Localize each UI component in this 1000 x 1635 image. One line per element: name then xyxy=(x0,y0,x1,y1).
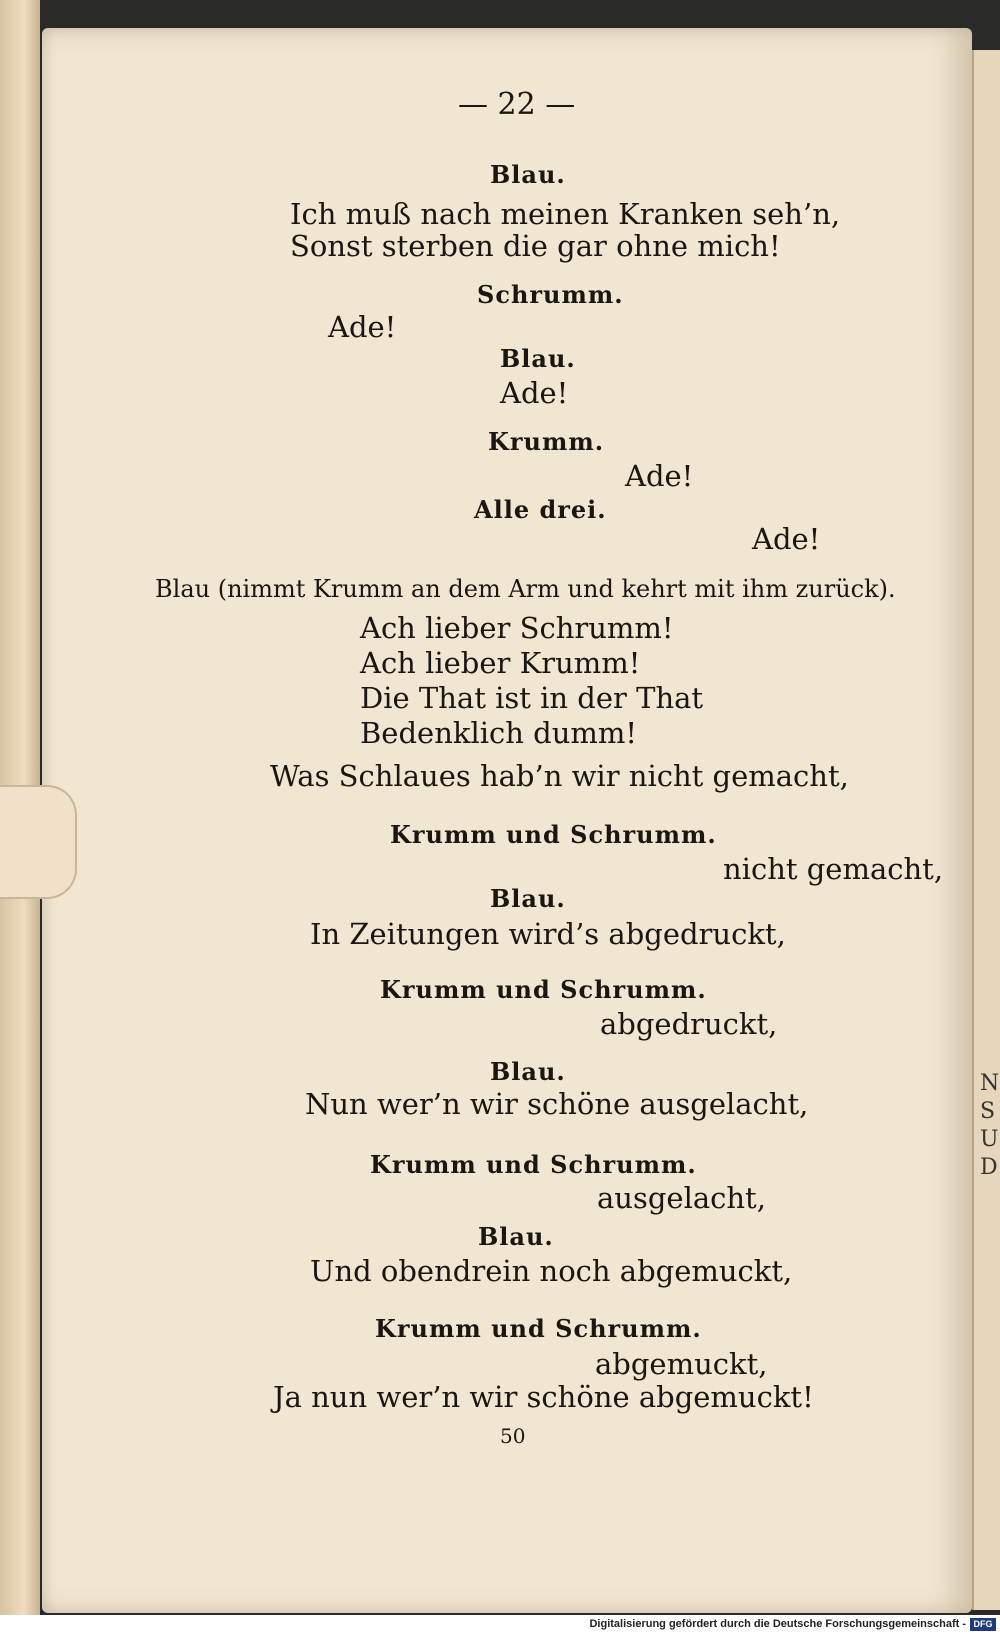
footer-page-number: 50 xyxy=(500,1424,526,1448)
verse-line: Ade! xyxy=(500,376,569,410)
speaker-label: Krumm und Schrumm. xyxy=(380,975,707,1004)
speaker-label: Krumm und Schrumm. xyxy=(370,1150,697,1179)
speaker-label: Blau. xyxy=(478,1222,554,1251)
verse-line: Ich muß nach meinen Kranken seh’n, xyxy=(290,197,841,231)
page-marker-tab xyxy=(0,785,77,899)
speaker-label: Blau. xyxy=(500,344,576,373)
speaker-label: Blau. xyxy=(490,1057,566,1086)
verse-line: Ja nun wer’n wir schöne abgemuckt! xyxy=(273,1380,814,1414)
stage-direction: Blau (nimmt Krumm an dem Arm und kehrt mit ihm zurück). xyxy=(155,575,896,603)
verse-line: Ach lieber Schrumm! xyxy=(360,611,674,645)
speaker-label: Blau. xyxy=(490,160,566,189)
right-page-glyphs xyxy=(980,1070,1000,1182)
verse-line: Ade! xyxy=(752,522,821,556)
speaker-label: Krumm. xyxy=(488,427,605,456)
verse-line: Ach lieber Krumm! xyxy=(360,646,641,680)
verse-line: Ade! xyxy=(625,459,694,493)
speaker-label: Krumm und Schrumm. xyxy=(375,1314,702,1343)
verse-line: In Zeitungen wird’s abgedruckt, xyxy=(310,917,786,951)
speaker-label: Alle drei. xyxy=(474,495,607,524)
digitization-credit: Digitalisierung gefördert durch die Deutsche Forschungsgemeinschaft - xyxy=(589,1618,966,1630)
right-glyph: U xyxy=(980,1127,999,1152)
verse-line: abgemuckt, xyxy=(595,1347,768,1381)
speaker-label: Blau. xyxy=(490,884,566,913)
dfg-logo: DFG xyxy=(970,1618,996,1631)
right-page-edge xyxy=(972,50,1000,1610)
verse-line: abgedruckt, xyxy=(600,1007,778,1041)
page-header: — 22 — xyxy=(458,87,576,122)
verse-line: Und obendrein noch abgemuckt, xyxy=(310,1254,793,1288)
verse-line: Nun wer’n wir schöne ausgelacht, xyxy=(305,1087,809,1121)
right-glyph: D xyxy=(980,1155,998,1180)
verse-line: Ade! xyxy=(328,310,397,344)
speaker-label: Krumm und Schrumm. xyxy=(390,820,717,849)
verse-line: Die That ist in der That xyxy=(360,681,704,715)
verse-line: Sonst sterben die gar ohne mich! xyxy=(290,229,781,263)
verse-line: ausgelacht, xyxy=(597,1181,766,1215)
verse-line: Was Schlaues hab’n wir nicht gemacht, xyxy=(270,759,849,793)
speaker-label: Schrumm. xyxy=(477,280,624,309)
verse-line: nicht gemacht, xyxy=(723,852,944,886)
right-glyph: N xyxy=(980,1071,1000,1096)
right-glyph: S xyxy=(980,1099,996,1124)
verse-line: Bedenklich dumm! xyxy=(360,716,638,750)
